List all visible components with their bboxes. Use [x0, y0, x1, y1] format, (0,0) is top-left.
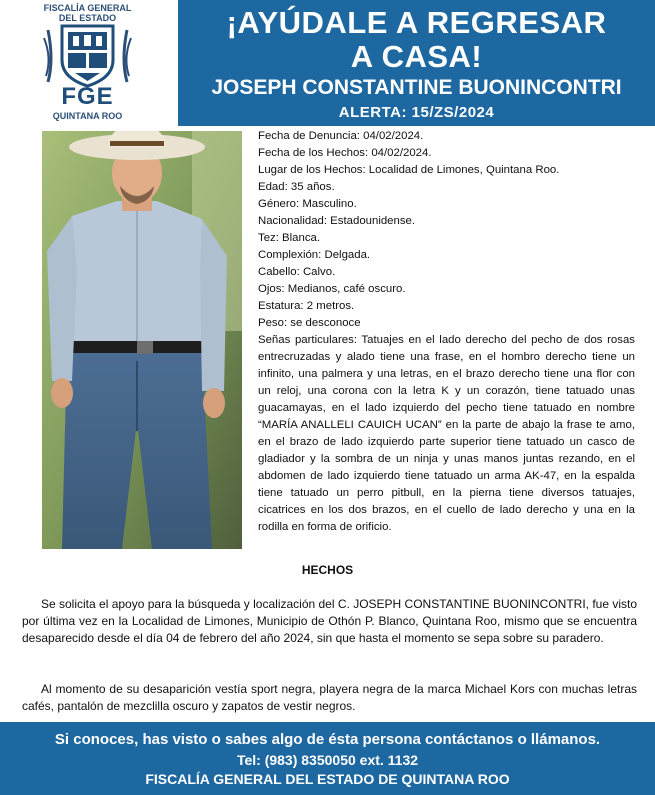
detail-report-date: Fecha de Denuncia: 04/02/2024.: [258, 130, 424, 142]
footer-agency: FISCALÍA GENERAL DEL ESTADO DE QUINTANA ROO: [145, 771, 510, 787]
detail-hair: Cabello: Calvo.: [258, 266, 336, 278]
logo-org-line2: DEL ESTADO: [58, 13, 117, 23]
detail-location: Lugar de los Hechos: Localidad de Limones, Quintana Roo.: [258, 164, 560, 176]
detail-eyes: Ojos: Medianos, café oscuro.: [258, 283, 406, 295]
logo-org-line1: FISCALÍA GENERAL: [43, 3, 132, 13]
person-details: [258, 128, 635, 536]
detail-weight: Peso: se desconoce: [258, 317, 361, 329]
missing-person-photo: [42, 131, 242, 549]
alert-number: ALERTA: 15/ZS/2024: [338, 104, 495, 121]
alert-header: [178, 0, 655, 126]
header-title-line1: ¡AYÚDALE A REGRESAR: [226, 5, 607, 40]
detail-build: Complexión: Delgada.: [258, 249, 371, 261]
hechos-paragraph-1: Se solicita el apoyo para la búsqueda y localización del C. JOSEPH CONSTANTINE BUONINCONTRI, fue visto por última vez en la Localidad de Limones, Municipio de Othón P. Blanco, Quintana Roo, mismo que se encuentra desaparecido desde el día 04 de febrero del año 2024, sin que hasta el momento se sepa sobre su paradero.: [22, 597, 638, 645]
logo-state: QUINTANA ROO: [52, 111, 123, 121]
person-photo-illustration: [42, 131, 242, 549]
detail-gender: Género: Masculino.: [258, 198, 357, 210]
footer-phone: Tel: (983) 8350050 ext. 1132: [236, 752, 419, 768]
missing-person-name: JOSEPH CONSTANTINE BUONINCONTRI: [211, 76, 622, 99]
hechos-paragraph-2: Al momento de su desaparición vestía sport negra, playera negra de la marca Michael Kors con muchas letras cafés, pantalón de mezclilla oscuro y zapatos de vestir negros.: [22, 682, 637, 713]
detail-skin: Tez: Blanca.: [258, 232, 321, 244]
detail-particular-marks: Señas particulares: Tatuajes en el lado derecho del pecho de dos rosas entrecruzadas y alado tiene una frase, en el hombro derecho tiene un infinito, una palmera y una letras, en el brazo derecho tiene una flor con un reloj, una corona con la letra K y un corazón, tiene tatuado unas guacamayas, en el lado izquierdo del pecho tiene tatuado en nombre “MARÍA ANALLELI CAUICH UCAN” en la parte de abajo la frase te amo, en el brazo de lado izquierdo parte superior tiene tatuado un casco de gladiador y la sombra de un ninja y unas manos juntas rezando, en el abdomen de lado izquierdo tiene tatuado un arma AK-47, en la espalda tiene tatuado un perro pitbull, en la pierna tiene diversos tatuajes, cicatrices en los dos brazos, en el cuello de lado derecho y una en la rodilla en forma de orificio.: [258, 334, 635, 533]
contact-footer: [0, 722, 655, 795]
detail-height: Estatura: 2 metros.: [258, 300, 355, 312]
fge-logo: [0, 0, 175, 125]
detail-age: Edad: 35 años.: [258, 181, 335, 193]
detail-nationality: Nacionalidad: Estadounidense.: [258, 215, 416, 227]
logo-acronym: FGE: [61, 83, 114, 110]
header-title-line2: A CASA!: [350, 39, 483, 74]
detail-event-date: Fecha de los Hechos: 04/02/2024.: [258, 147, 432, 159]
shield-emblem-icon: [40, 20, 135, 88]
hechos-title: HECHOS: [301, 563, 354, 577]
footer-call-to-action: Si conoces, has visto o sabes algo de ésta persona contáctanos o llámanos.: [54, 731, 601, 748]
